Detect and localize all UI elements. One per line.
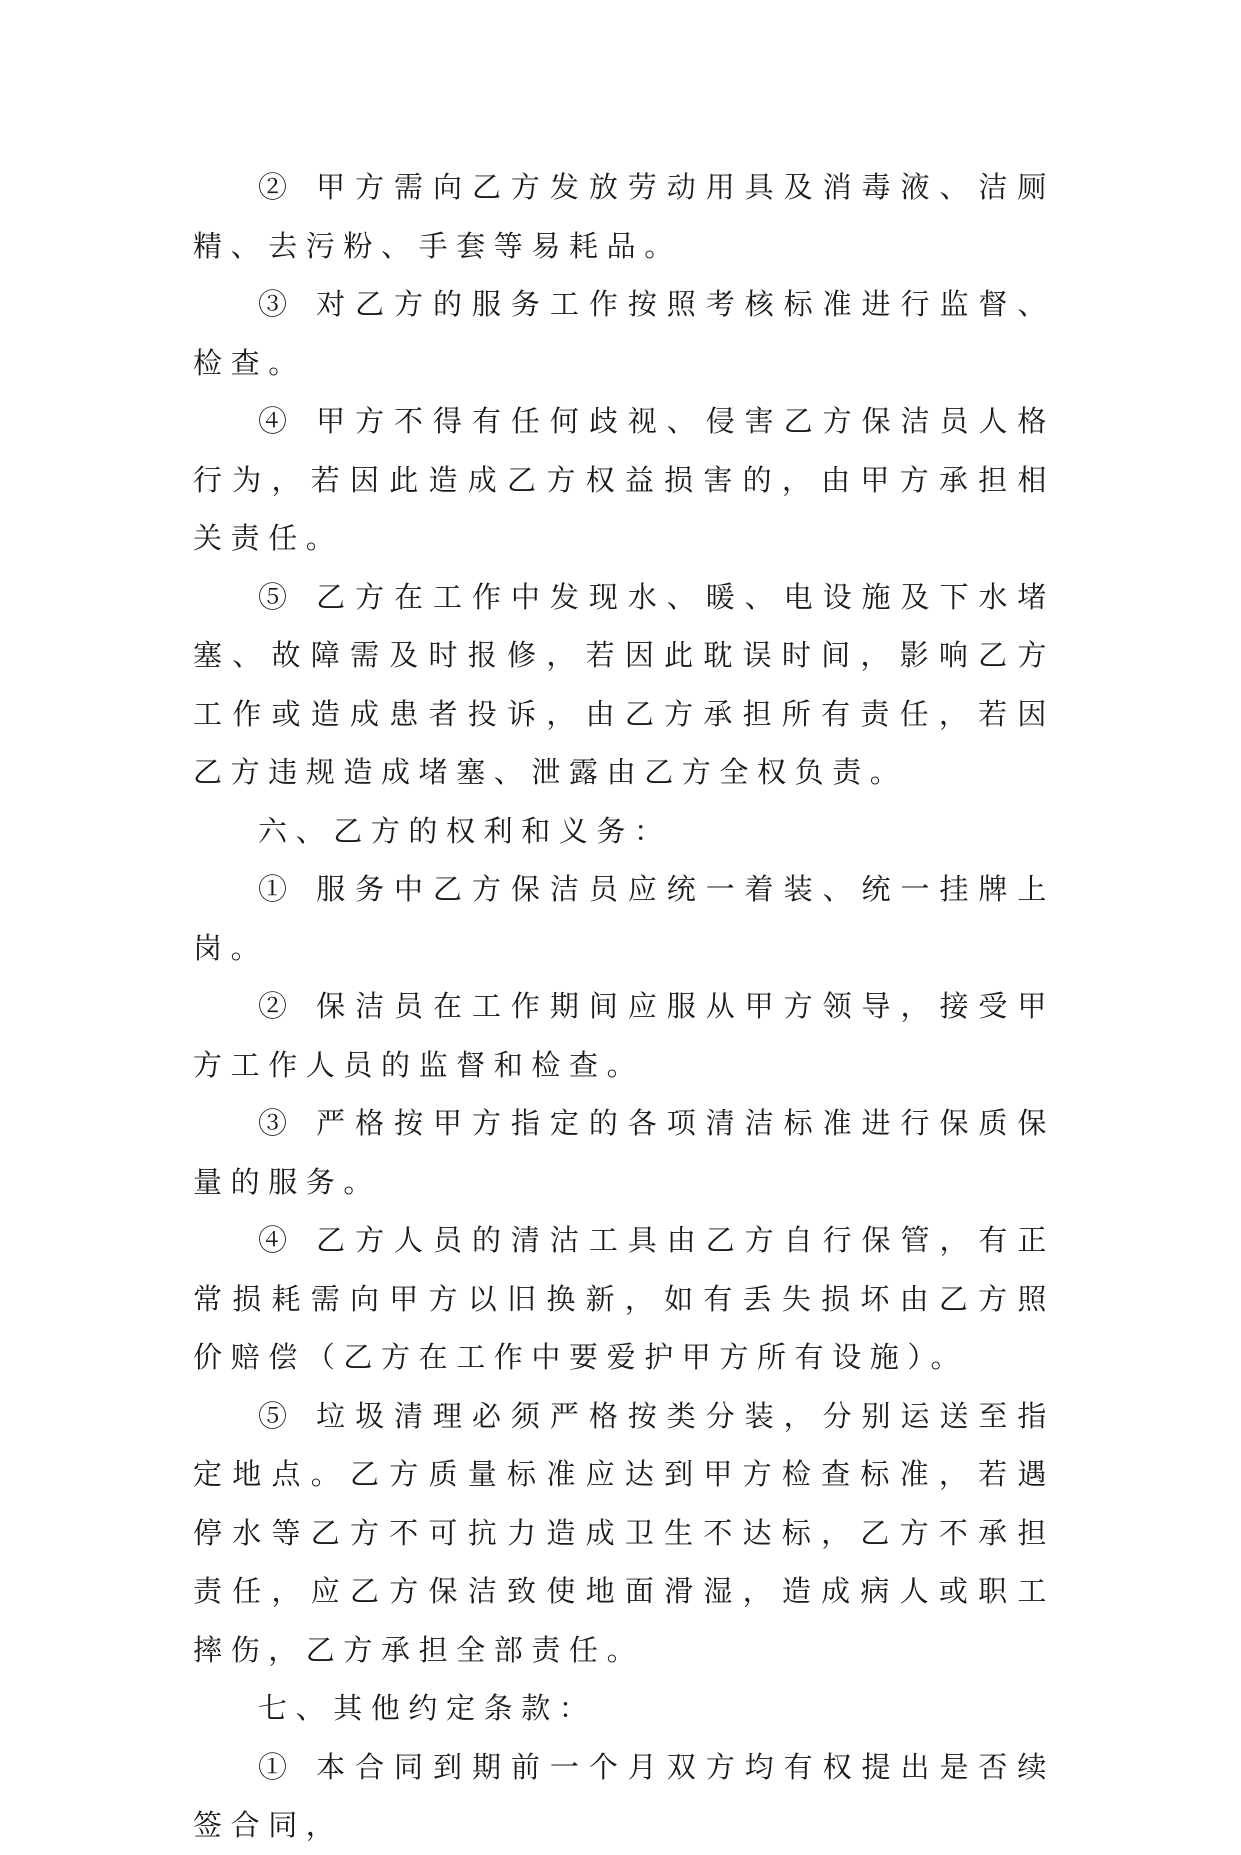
section-6-clause-5: ⑤ 垃圾清理必须严格按类分装，分别运送至指定地点。乙方质量标准应达到甲方检查标准，若遇停水等乙方不可抗力造成卫生不达标，乙方不承担责任，应乙方保洁致使地面滑湿，造成病人或职工摔伤，乙方承担全部责任。	[193, 1398, 1055, 1667]
clause-4-no-discrimination: ④ 甲方不得有任何歧视、侵害乙方保洁员人格行为，若因此造成乙方权益损害的，由甲方承担相关责任。	[193, 404, 1055, 555]
section-6-clause-4: ④ 乙方人员的清沽工具由乙方自行保管，有正常损耗需向甲方以旧换新，如有丢失损坏由乙方照价赔偿（乙方在工作中要爱护甲方所有设施）。	[193, 1223, 1055, 1374]
section-7-heading: 七、其他约定条款：	[258, 1691, 597, 1725]
clause-3-inspection: ③ 对乙方的服务工作按照考核标准进行监督、检查。	[193, 287, 1055, 380]
section-6-heading: 六、乙方的权利和义务：	[258, 813, 672, 848]
clause-2-supplies: ② 甲方需向乙方发放劳动用具及消毒液、洁厕精、去污粉、手套等易耗品。	[193, 170, 1055, 263]
section-6-clause-1: ① 服务中乙方保洁员应统一着装、统一挂牌上岗。	[193, 872, 1055, 965]
section-6-clause-2: ② 保洁员在工作期间应服从甲方领导，接受甲方工作人员的监督和检查。	[193, 989, 1055, 1082]
section-7-clause-1: ① 本合同到期前一个月双方均有权提出是否续签合同，	[193, 1749, 1055, 1842]
section-6-clause-3: ③ 严格按甲方指定的各项清洁标准进行保质保量的服务。	[193, 1106, 1055, 1199]
document-body	[193, 158, 1055, 1855]
clause-5-repairs: ⑤ 乙方在工作中发现水、暖、电设施及下水堵塞、故障需及时报修，若因此耽误时间，影响乙方工作或造成患者投诉，由乙方承担所有责任，若因乙方违规造成堵塞、泄露由乙方全权负责。	[193, 579, 1055, 789]
